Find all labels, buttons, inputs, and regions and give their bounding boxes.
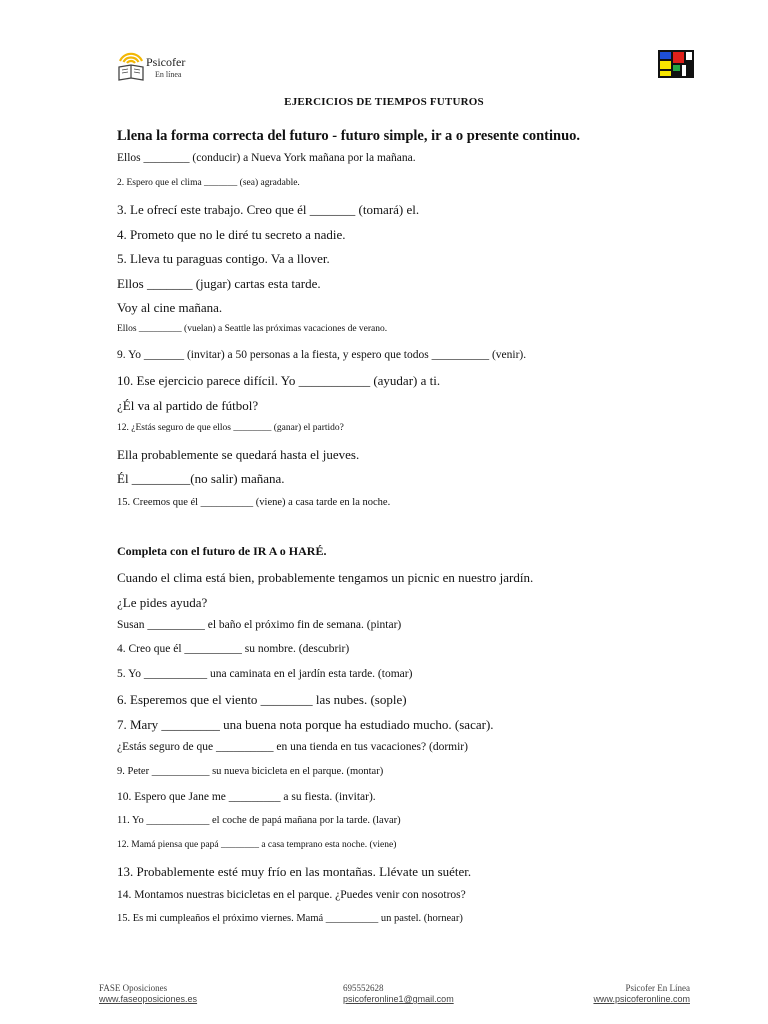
- exercise-line: 4. Prometo que no le diré tu secreto a nadie.: [117, 227, 346, 242]
- exercise-line: 9. Yo _______ (invitar) a 50 personas a la fiesta, y espero que todos __________ (venir).: [117, 349, 527, 361]
- fase-badge-icon: [658, 50, 694, 78]
- footer-link-psicofer[interactable]: www.psicoferonline.com: [593, 994, 690, 1004]
- exercise-line: 12. Mamá piensa que papá ________ a casa temprano esta noche. (viene): [117, 840, 397, 850]
- exercise-line: Ellos _________ (vuelan) a Seattle las próximas vacaciones de verano.: [117, 324, 388, 334]
- exercise-line: 15. Es mi cumpleaños el próximo viernes. Mamá __________ un pastel. (hornear): [117, 913, 463, 924]
- exercise-line: 4. Creo que él __________ su nombre. (descubrir): [117, 643, 350, 655]
- exercise-line: 6. Esperemos que el viento ________ las nubes. (sople): [117, 692, 407, 707]
- exercise-line: 5. Yo ___________ una caminata en el jardín esta tarde. (tomar): [117, 668, 413, 680]
- exercise-line: 10. Ese ejercicio parece difícil. Yo ___________ (ayudar) a ti.: [117, 373, 441, 388]
- document-title: EJERCICIOS DE TIEMPOS FUTUROS: [284, 96, 484, 108]
- exercise-line: Ella probablemente se quedará hasta el jueves.: [117, 447, 360, 462]
- exercise-line: Ellos ________ (conducir) a Nueva York mañana por la mañana.: [117, 152, 416, 164]
- exercise-line: Susan __________ el baño el próximo fin de semana. (pintar): [117, 619, 402, 631]
- exercise-line: 2. Espero que el clima _______ (sea) agradable.: [117, 178, 300, 188]
- footer-middle: [343, 983, 454, 1005]
- exercise-line: 12. ¿Estás seguro de que ellos ________ (ganar) el partido?: [117, 423, 344, 433]
- exercise-line: 7. Mary _________ una buena nota porque ha estudiado mucho. (sacar).: [117, 717, 494, 732]
- logo-subtitle: En línea: [155, 70, 182, 79]
- exercise-line: 5. Lleva tu paraguas contigo. Va a llover.: [117, 251, 330, 266]
- exercise-line: 11. Yo ____________ el coche de papá mañana por la tarde. (lavar): [117, 815, 401, 826]
- section-heading: Completa con el futuro de IR A o HARÉ.: [117, 544, 327, 558]
- exercise-line: Él _________(no salir) mañana.: [117, 471, 285, 486]
- footer-email-link[interactable]: psicoferonline1@gmail.com: [343, 994, 454, 1004]
- exercise-line: 15. Creemos que él __________ (viene) a casa tarde en la noche.: [117, 497, 391, 508]
- exercise-line: Voy al cine mañana.: [117, 300, 223, 315]
- footer-phone: 695552628: [343, 983, 384, 993]
- exercise-line: ¿Él va al partido de fútbol?: [117, 398, 259, 413]
- footer-brand-name: Psicofer En Línea: [625, 983, 690, 993]
- exercise-line: 9. Peter ___________ su nueva bicicleta en el parque. (montar): [117, 766, 384, 777]
- exercise-line: 13. Probablemente esté muy frío en las montañas. Llévate un suéter.: [117, 864, 472, 879]
- exercise-line: 3. Le ofrecí este trabajo. Creo que él _______ (tomará) el.: [117, 202, 420, 217]
- section-heading: Llena la forma correcta del futuro - futuro simple, ir a o presente continuo.: [117, 128, 581, 144]
- exercise-line: 14. Montamos nuestras bicicletas en el parque. ¿Puedes venir con nosotros?: [117, 889, 466, 901]
- footer-left: [99, 983, 197, 1005]
- logo-name: Psicofer: [146, 55, 186, 69]
- exercise-line: ¿Estás seguro de que __________ en una tienda en tus vacaciones? (dormir): [117, 741, 468, 753]
- footer-link-fase[interactable]: www.faseoposiciones.es: [99, 994, 198, 1004]
- exercise-line: 10. Espero que Jane me _________ a su fiesta. (invitar).: [117, 791, 376, 803]
- footer-org-name: FASE Oposiciones: [99, 983, 168, 993]
- exercise-line: Ellos _______ (jugar) cartas esta tarde.: [117, 276, 321, 291]
- footer-right: [593, 983, 690, 1005]
- exercise-line: Cuando el clima está bien, probablemente tengamos un picnic en nuestro jardín.: [117, 570, 534, 585]
- exercise-line: ¿Le pides ayuda?: [117, 595, 208, 610]
